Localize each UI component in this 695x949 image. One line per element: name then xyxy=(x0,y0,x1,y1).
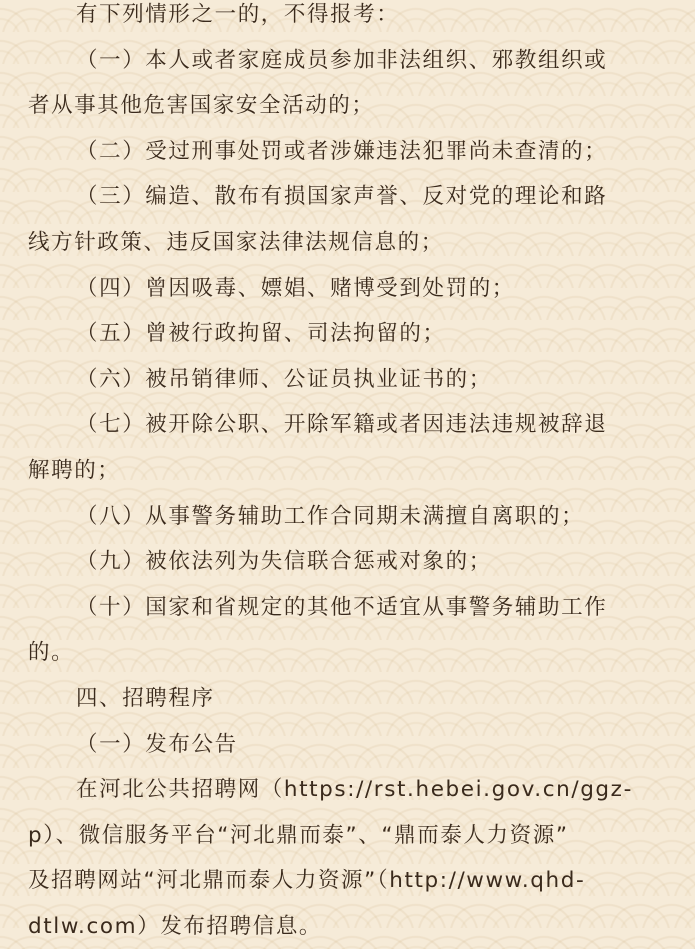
text-line-announcement-3: 及招聘网站“河北鼎而泰人力资源”（http://www.qhd- xyxy=(28,868,586,894)
text-line-item-5: （五）曾被行政拘留、司法拘留的； xyxy=(76,321,446,347)
text-line-item-10-cont: 的。 xyxy=(28,640,75,666)
text-line-item-7-cont: 解聘的； xyxy=(28,457,121,483)
section-heading-recruitment-procedure: 四、招聘程序 xyxy=(76,685,215,711)
text-line-announcement-4: dtlw.com）发布招聘信息。 xyxy=(28,913,323,939)
text-line-announcement-1: 在河北公共招聘网（https://rst.hebei.gov.cn/ggz- xyxy=(76,777,633,803)
article-body xyxy=(28,0,678,949)
text-line-item-7: （七）被开除公职、开除军籍或者因违法违规被辞退 xyxy=(76,412,608,438)
text-line-item-1-cont: 者从事其他危害国家安全活动的； xyxy=(28,93,375,119)
text-line-item-3: （三）编造、散布有损国家声誉、反对党的理论和路 xyxy=(76,184,608,210)
text-line-intro: 有下列情形之一的，不得报考： xyxy=(76,2,400,27)
text-line-announcement-2: p）、微信服务平台“河北鼎而泰”、“鼎而泰人力资源” xyxy=(28,822,569,848)
text-line-item-8: （八）从事警务辅助工作合同期未满擅自离职的； xyxy=(76,503,585,529)
text-line-item-1: （一）本人或者家庭成员参加非法组织、邪教组织或 xyxy=(76,47,608,73)
text-line-item-6: （六）被吊销律师、公证员执业证书的； xyxy=(76,366,492,392)
text-line-item-4: （四）曾因吸毒、嫖娼、赌博受到处罚的； xyxy=(76,275,515,301)
text-line-item-10: （十）国家和省规定的其他不适宜从事警务辅助工作 xyxy=(76,594,608,620)
text-line-item-9: （九）被依法列为失信联合惩戒对象的； xyxy=(76,549,492,575)
subsection-heading-publish-announcement: （一）发布公告 xyxy=(76,731,238,757)
text-line-item-3-cont: 线方针政策、违反国家法律法规信息的； xyxy=(28,229,444,255)
text-line-item-2: （二）受过刑事处罚或者涉嫌违法犯罪尚未查清的； xyxy=(76,138,608,164)
